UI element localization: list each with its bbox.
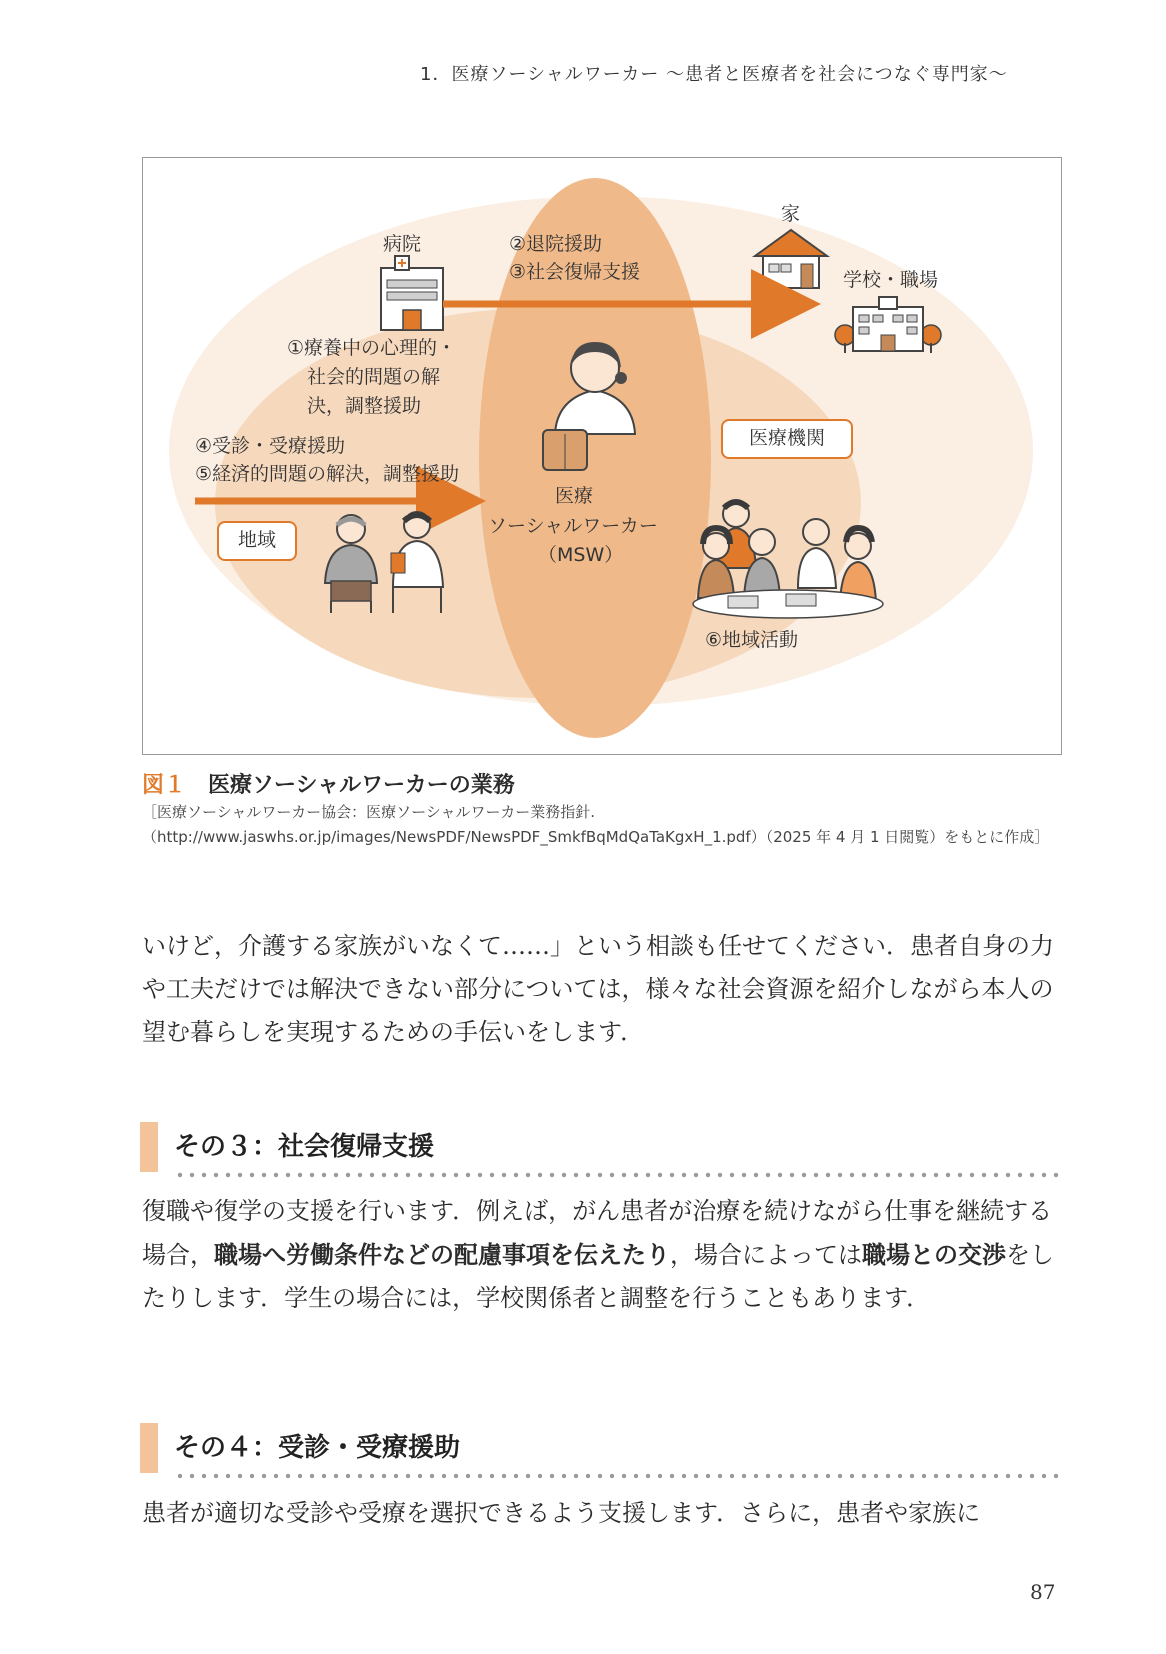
discharge-support-label: ②退院援助 [509,233,603,255]
section-4-paragraph: 患者が適切な受診や受療を選択できるよう支援します．さらに，患者や家族に [142,1499,981,1527]
section-3-bar [140,1122,158,1172]
section-3-emphasis-1: 職場へ労働条件などの配慮事項を伝えたり [214,1240,670,1269]
section-3-text-3: をしたりします．学生の場合には，学校関係者と調整を行うこともあります． [142,1241,1054,1312]
section-3-text-1: 復職や復学の支援を行います．例えば，がん患者が治療を続けながら仕事を継続する場合， [142,1197,1053,1269]
msw-label-line1: 医療 [555,485,594,507]
item1-line1: ①療養中の心理的・ [287,337,457,359]
hospital-icon [381,256,443,330]
consultation-support-label: ④受診・受療援助 [195,435,346,457]
figure-title: 医療ソーシャルワーカーの業務 [208,773,515,798]
section-3-heading [140,1122,1065,1172]
running-head: 1．医療ソーシャルワーカー 〜患者と医療者を社会につなぐ専門家〜 [420,64,1008,85]
section-3-title: その３：社会復帰支援 [174,1132,435,1162]
economic-problem-label: ⑤経済的問題の解決，調整援助 [195,463,460,485]
figure-number: 図１ [142,773,187,798]
section-3-dotted-rule [174,1172,1065,1178]
community-activity-label: ⑥地域活動 [705,629,799,651]
home-label: 家 [781,203,801,225]
body-paragraph-1: いけど，介護する家族がいなくて……」という相談も任せてください．患者自身の力や工夫だけでは解決できない部分については，様々な社会資源を紹介しながら本人の望む暮らしを実現するための手伝いをします． [142,932,1054,1046]
figure-source-note: ［医療ソーシャルワーカー協会：医療ソーシャルワーカー業務指針.（http://www.jaswhs.or.jp/images/NewsPDF/NewsPDF_SmkfBqMdQaTaKgxH_1.pdf）（2025 年 4 月 1 日閲覧）をもとに作成］ [142,803,1050,846]
msw-label-line2: ソーシャルワーカー [488,515,658,537]
figure-diagram [142,157,1062,755]
school-work-label: 学校・職場 [843,269,939,291]
hospital-label: 病院 [383,233,422,255]
section-4-bar [140,1423,158,1473]
section-4-title: その４：受診・受療援助 [174,1433,461,1463]
section-3-emphasis-2: 職場との交渉 [862,1240,1006,1269]
section-3-text-2: ，場合によっては [670,1241,862,1269]
reintegration-support-label: ③社会復帰支援 [509,261,641,283]
section-4-heading [140,1423,1065,1473]
medical-institution-box: 医療機関 [721,419,853,459]
section-3-paragraph [142,1190,1067,1320]
section-4-dotted-rule [174,1473,1065,1479]
page-number: 87 [1030,1580,1056,1604]
item1-line3: 決，調整援助 [307,395,422,417]
item1-line2: 社会的問題の解 [307,366,441,388]
community-box: 地域 [217,521,297,561]
figure-caption [142,768,515,799]
msw-label-line3: （MSW） [538,544,624,566]
